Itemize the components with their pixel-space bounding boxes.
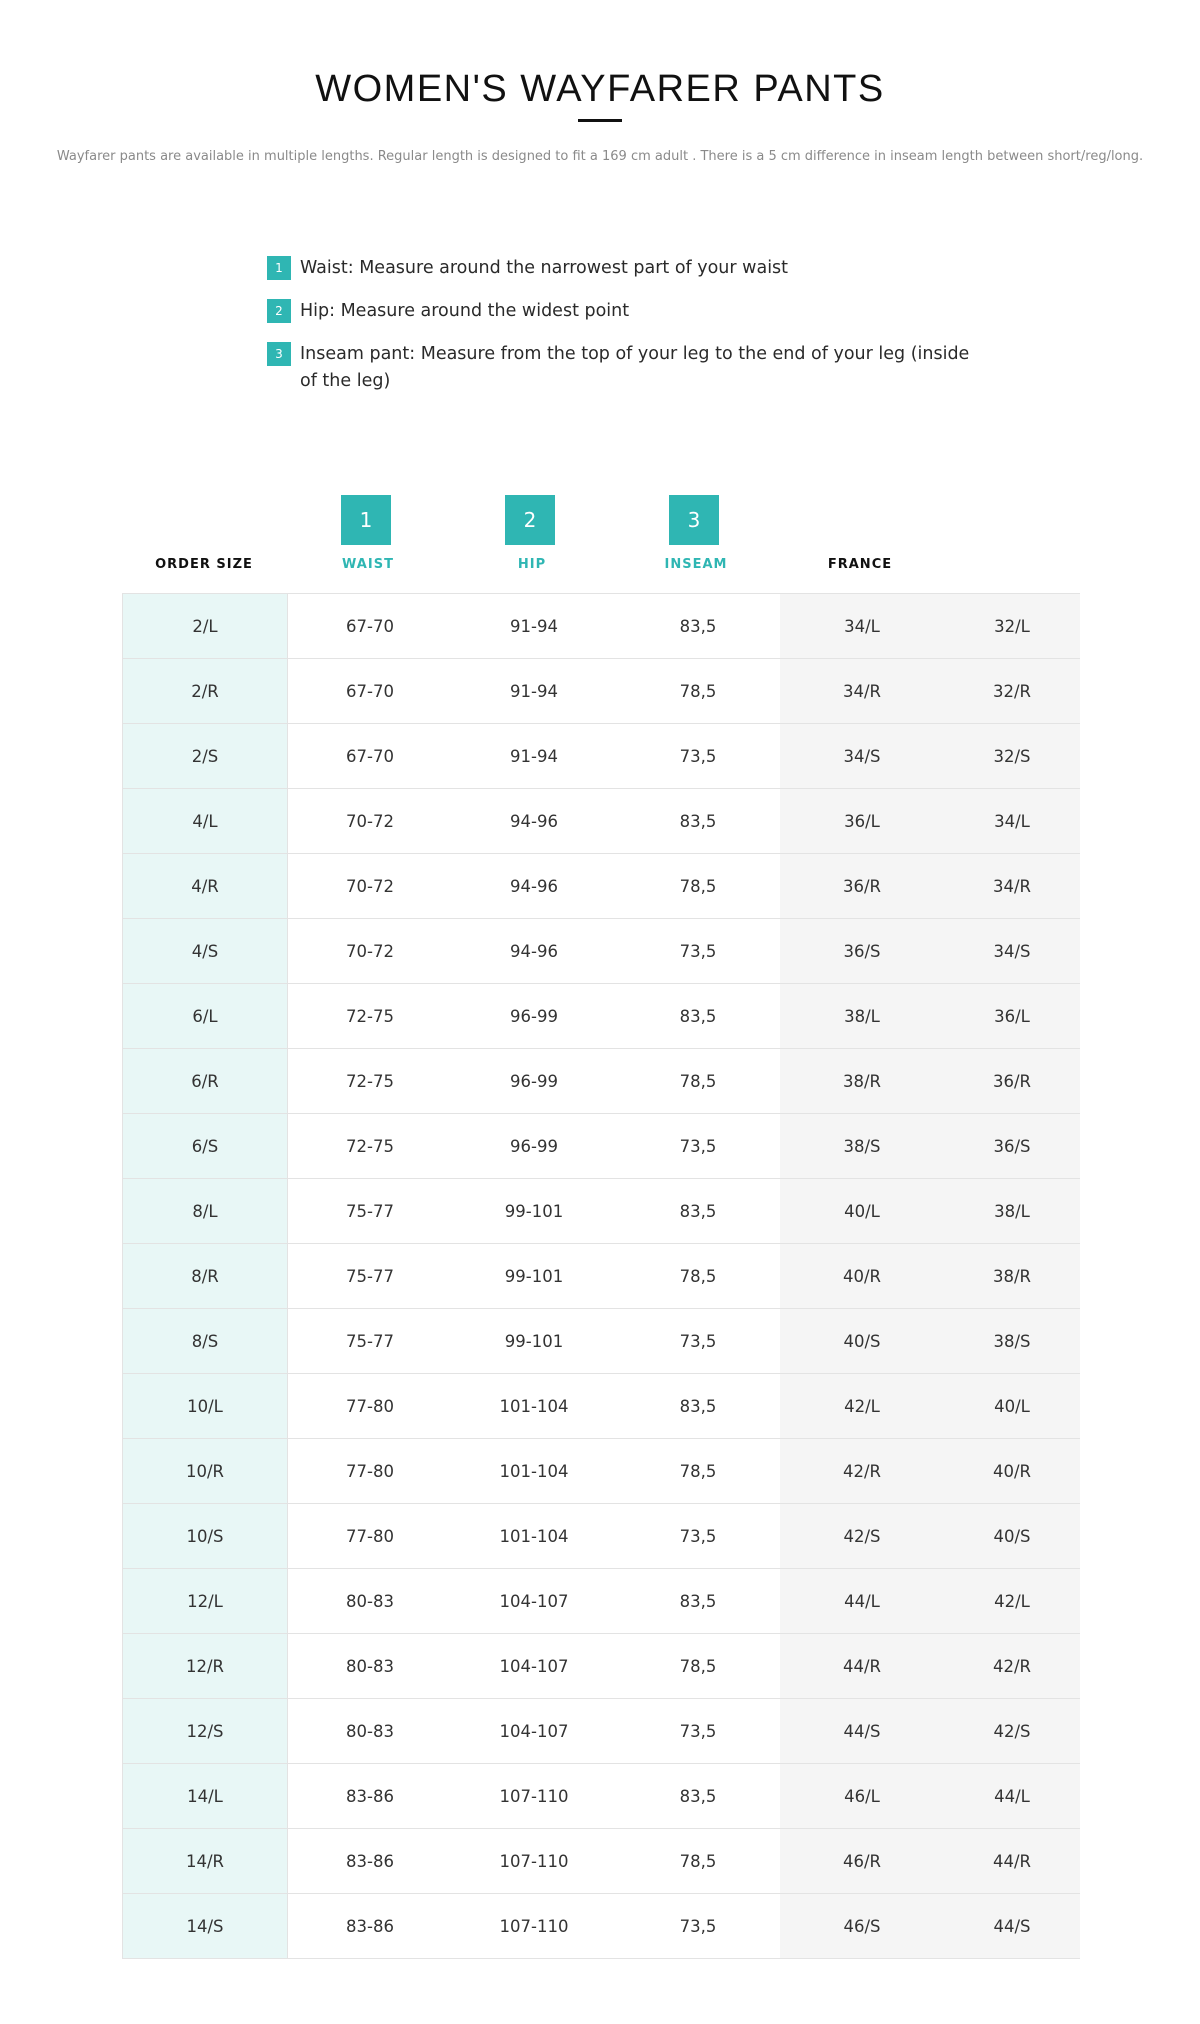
hip-cell: 104-107 (452, 1699, 616, 1764)
table-row (123, 789, 1081, 854)
inseam-cell: 73,5 (616, 1504, 780, 1569)
waist-cell: 77-80 (288, 1374, 453, 1439)
inseam-cell: 83,5 (616, 1764, 780, 1829)
legend-number-badge: 3 (267, 342, 291, 366)
alt-size-cell: 34/S (944, 919, 1080, 984)
legend-number-badge: 2 (267, 299, 291, 323)
legend-text: Inseam pant: Measure from the top of your leg to the end of your leg (inside of the leg) (300, 344, 970, 391)
waist-cell: 67-70 (288, 594, 453, 659)
france-cell: 44/L (780, 1569, 944, 1634)
order-size-cell: 10/R (123, 1439, 288, 1504)
inseam-cell: 83,5 (616, 1569, 780, 1634)
header-hip: HIP (517, 557, 547, 572)
order-size-cell: 4/L (123, 789, 288, 854)
size-table-body (123, 594, 1081, 1959)
order-size-cell: 8/R (123, 1244, 288, 1309)
france-cell: 36/R (780, 854, 944, 919)
france-cell: 40/S (780, 1309, 944, 1374)
hip-cell: 96-99 (452, 984, 616, 1049)
order-size-cell: 12/L (123, 1569, 288, 1634)
size-table (122, 593, 1080, 1959)
order-size-cell: 6/L (123, 984, 288, 1049)
order-size-cell: 2/L (123, 594, 288, 659)
alt-size-cell: 42/L (944, 1569, 1080, 1634)
inseam-cell: 83,5 (616, 789, 780, 854)
france-cell: 38/L (780, 984, 944, 1049)
table-row (123, 724, 1081, 789)
inseam-cell: 78,5 (616, 1049, 780, 1114)
waist-number-badge: 1 (341, 495, 391, 545)
legend-text: Hip: Measure around the widest point (300, 301, 630, 321)
order-size-cell: 8/S (123, 1309, 288, 1374)
france-cell: 34/L (780, 594, 944, 659)
waist-cell: 75-77 (288, 1309, 453, 1374)
waist-cell: 72-75 (288, 1114, 453, 1179)
inseam-cell: 83,5 (616, 984, 780, 1049)
hip-cell: 94-96 (452, 854, 616, 919)
france-cell: 40/R (780, 1244, 944, 1309)
inseam-cell: 73,5 (616, 1114, 780, 1179)
order-size-cell: 10/L (123, 1374, 288, 1439)
order-size-cell: 14/L (123, 1764, 288, 1829)
table-row (123, 1374, 1081, 1439)
table-row (123, 1699, 1081, 1764)
waist-cell: 70-72 (288, 919, 453, 984)
waist-cell: 83-86 (288, 1829, 453, 1894)
alt-size-cell: 42/S (944, 1699, 1080, 1764)
hip-cell: 107-110 (452, 1829, 616, 1894)
france-cell: 34/R (780, 659, 944, 724)
france-cell: 44/R (780, 1634, 944, 1699)
table-row (123, 1049, 1081, 1114)
alt-size-cell: 44/S (944, 1894, 1080, 1959)
table-row (123, 1569, 1081, 1634)
france-cell: 38/S (780, 1114, 944, 1179)
alt-size-cell: 36/S (944, 1114, 1080, 1179)
hip-cell: 104-107 (452, 1634, 616, 1699)
order-size-cell: 2/S (123, 724, 288, 789)
title-underline (578, 119, 622, 122)
hip-cell: 96-99 (452, 1114, 616, 1179)
hip-cell: 96-99 (452, 1049, 616, 1114)
table-row (123, 594, 1081, 659)
inseam-cell: 73,5 (616, 1894, 780, 1959)
alt-size-cell: 32/S (944, 724, 1080, 789)
alt-size-cell: 44/L (944, 1764, 1080, 1829)
hip-cell: 91-94 (452, 724, 616, 789)
order-size-cell: 12/S (123, 1699, 288, 1764)
alt-size-cell: 38/S (944, 1309, 1080, 1374)
hip-cell: 101-104 (452, 1374, 616, 1439)
france-cell: 34/S (780, 724, 944, 789)
inseam-cell: 83,5 (616, 594, 780, 659)
waist-cell: 77-80 (288, 1439, 453, 1504)
inseam-cell: 73,5 (616, 1699, 780, 1764)
waist-cell: 70-72 (288, 789, 453, 854)
inseam-cell: 83,5 (616, 1179, 780, 1244)
table-row (123, 1894, 1081, 1959)
waist-cell: 83-86 (288, 1894, 453, 1959)
legend-text: Waist: Measure around the narrowest part of your waist (300, 258, 789, 278)
order-size-cell: 6/S (123, 1114, 288, 1179)
inseam-cell: 78,5 (616, 1634, 780, 1699)
hip-cell: 104-107 (452, 1569, 616, 1634)
order-size-cell: 4/R (123, 854, 288, 919)
france-cell: 46/L (780, 1764, 944, 1829)
order-size-cell: 12/R (123, 1634, 288, 1699)
inseam-cell: 78,5 (616, 659, 780, 724)
order-size-cell: 6/R (123, 1049, 288, 1114)
inseam-cell: 78,5 (616, 1244, 780, 1309)
table-row (123, 1114, 1081, 1179)
hip-cell: 101-104 (452, 1439, 616, 1504)
france-cell: 40/L (780, 1179, 944, 1244)
hip-cell: 91-94 (452, 594, 616, 659)
alt-size-cell: 40/L (944, 1374, 1080, 1439)
hip-cell: 94-96 (452, 919, 616, 984)
hip-cell: 101-104 (452, 1504, 616, 1569)
france-cell: 42/S (780, 1504, 944, 1569)
hip-cell: 107-110 (452, 1894, 616, 1959)
waist-cell: 75-77 (288, 1179, 453, 1244)
table-row (123, 659, 1081, 724)
header-waist: WAIST (342, 557, 394, 572)
hip-cell: 99-101 (452, 1179, 616, 1244)
table-row (123, 854, 1081, 919)
inseam-cell: 78,5 (616, 1439, 780, 1504)
inseam-cell: 78,5 (616, 854, 780, 919)
inseam-cell: 73,5 (616, 1309, 780, 1374)
waist-cell: 83-86 (288, 1764, 453, 1829)
table-row (123, 1634, 1081, 1699)
hip-cell: 94-96 (452, 789, 616, 854)
waist-cell: 80-83 (288, 1699, 453, 1764)
order-size-cell: 2/R (123, 659, 288, 724)
header-inseam: INSEAM (664, 557, 728, 572)
table-row (123, 1309, 1081, 1374)
waist-cell: 77-80 (288, 1504, 453, 1569)
alt-size-cell: 36/R (944, 1049, 1080, 1114)
alt-size-cell: 32/L (944, 594, 1080, 659)
order-size-cell: 10/S (123, 1504, 288, 1569)
alt-size-cell: 36/L (944, 984, 1080, 1049)
inseam-cell: 73,5 (616, 724, 780, 789)
measurement-legend (267, 255, 987, 411)
france-cell: 46/S (780, 1894, 944, 1959)
order-size-cell: 14/S (123, 1894, 288, 1959)
table-row (123, 1439, 1081, 1504)
header-france: FRANCE (827, 557, 893, 572)
hip-cell: 91-94 (452, 659, 616, 724)
order-size-cell: 4/S (123, 919, 288, 984)
legend-item-inseam (267, 341, 987, 395)
table-row (123, 1504, 1081, 1569)
alt-size-cell: 34/L (944, 789, 1080, 854)
hip-cell: 99-101 (452, 1309, 616, 1374)
waist-cell: 72-75 (288, 1049, 453, 1114)
waist-cell: 80-83 (288, 1569, 453, 1634)
alt-size-cell: 38/R (944, 1244, 1080, 1309)
alt-size-cell: 40/S (944, 1504, 1080, 1569)
alt-size-cell: 42/R (944, 1634, 1080, 1699)
waist-cell: 80-83 (288, 1634, 453, 1699)
waist-cell: 70-72 (288, 854, 453, 919)
legend-item-waist (267, 255, 987, 282)
page-subtitle: Wayfarer pants are available in multiple lengths. Regular length is designed to fit a 169 cm adult . There is a 5 cm difference in inseam length between short/reg/long. (56, 149, 1144, 164)
waist-cell: 72-75 (288, 984, 453, 1049)
waist-cell: 75-77 (288, 1244, 453, 1309)
order-size-cell: 14/R (123, 1829, 288, 1894)
hip-cell: 107-110 (452, 1764, 616, 1829)
alt-size-cell: 32/R (944, 659, 1080, 724)
alt-size-cell: 34/R (944, 854, 1080, 919)
table-row (123, 1764, 1081, 1829)
page-title: WOMEN'S WAYFARER PANTS (315, 68, 885, 110)
france-cell: 36/S (780, 919, 944, 984)
waist-cell: 67-70 (288, 724, 453, 789)
table-row (123, 919, 1081, 984)
france-cell: 36/L (780, 789, 944, 854)
header-order-size: ORDER SIZE (155, 557, 253, 572)
inseam-cell: 83,5 (616, 1374, 780, 1439)
table-row (123, 984, 1081, 1049)
france-cell: 42/L (780, 1374, 944, 1439)
france-cell: 44/S (780, 1699, 944, 1764)
legend-number-badge: 1 (267, 256, 291, 280)
waist-cell: 67-70 (288, 659, 453, 724)
alt-size-cell: 44/R (944, 1829, 1080, 1894)
inseam-number-badge: 3 (669, 495, 719, 545)
france-cell: 46/R (780, 1829, 944, 1894)
france-cell: 42/R (780, 1439, 944, 1504)
inseam-cell: 78,5 (616, 1829, 780, 1894)
legend-item-hip (267, 298, 987, 325)
inseam-cell: 73,5 (616, 919, 780, 984)
table-row (123, 1244, 1081, 1309)
france-cell: 38/R (780, 1049, 944, 1114)
table-row (123, 1829, 1081, 1894)
alt-size-cell: 40/R (944, 1439, 1080, 1504)
hip-number-badge: 2 (505, 495, 555, 545)
order-size-cell: 8/L (123, 1179, 288, 1244)
table-row (123, 1179, 1081, 1244)
hip-cell: 99-101 (452, 1244, 616, 1309)
alt-size-cell: 38/L (944, 1179, 1080, 1244)
